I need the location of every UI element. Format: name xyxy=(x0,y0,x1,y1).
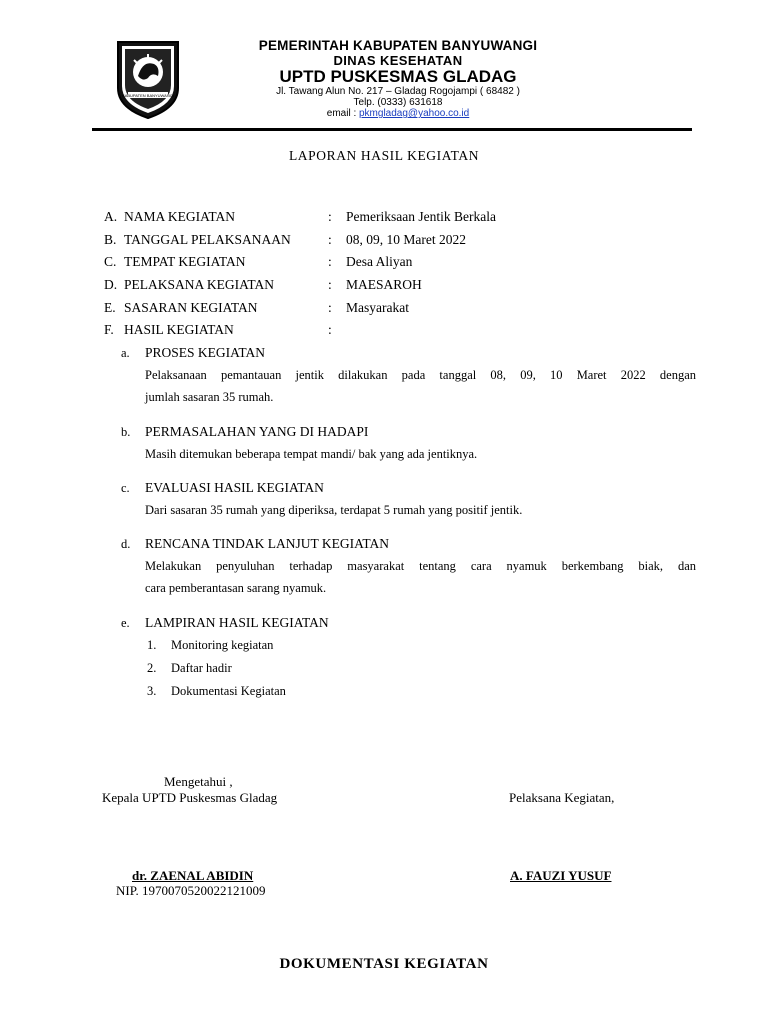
section-body-evaluation xyxy=(145,499,696,521)
letterhead-department: DINAS KESEHATAN xyxy=(333,53,463,68)
section-heading-evaluation: EVALUASI HASIL KEGIATAN xyxy=(145,480,324,495)
documentation-heading: DOKUMENTASI KEGIATAN xyxy=(279,956,489,972)
letterhead-email xyxy=(180,108,616,119)
body-line: jumlah sasaran 35 rumah. xyxy=(145,390,274,404)
field-letter: F. xyxy=(104,322,114,337)
field-letter: E. xyxy=(104,300,116,315)
field-colon: : xyxy=(328,232,332,247)
section-letter: c. xyxy=(121,481,130,495)
field-label: HASIL KEGIATAN xyxy=(124,322,234,337)
executor-signatory-name: A. FAUZI YUSUF xyxy=(510,868,612,883)
body-line: Masih ditemukan beberapa tempat mandi/ bak yang ada jentiknya. xyxy=(145,447,478,461)
attachment-number: 3. xyxy=(147,684,157,698)
field-letter: D. xyxy=(104,277,118,292)
field-colon: : xyxy=(328,254,332,269)
section-letter: d. xyxy=(121,537,131,551)
head-signatory-name: dr. ZAENAL ABIDIN xyxy=(132,868,254,883)
field-value: Masyarakat xyxy=(346,300,409,315)
letterhead-unit: UPTD PUSKESMAS GLADAG xyxy=(279,67,517,86)
email-link[interactable]: pkmgladag@yahoo.co.id xyxy=(359,108,470,119)
section-heading-problems: PERMASALAHAN YANG DI HADAPI xyxy=(145,424,369,439)
field-label: SASARAN KEGIATAN xyxy=(124,300,258,315)
acknowledged-label: Mengetahui , xyxy=(164,774,233,789)
field-letter: B. xyxy=(104,232,117,247)
executor-title: Pelaksana Kegiatan, xyxy=(509,790,615,805)
body-line: Melakukan penyuluhan terhadap masyarakat tentang cara nyamuk berkembang biak, dan xyxy=(145,559,696,573)
field-value: Pemeriksaan Jentik Berkala xyxy=(346,209,496,224)
field-colon: : xyxy=(328,300,332,315)
field-value: 08, 09, 10 Maret 2022 xyxy=(346,232,466,247)
letterhead-government: PEMERINTAH KABUPATEN BANYUWANGI xyxy=(258,38,538,53)
attachment-item: Monitoring kegiatan xyxy=(171,638,274,652)
field-letter: A. xyxy=(104,209,118,224)
attachment-number: 1. xyxy=(147,638,157,652)
attachment-item: Dokumentasi Kegiatan xyxy=(171,684,286,698)
field-label: TANGGAL PELAKSANAAN xyxy=(124,232,291,247)
section-body-followup xyxy=(145,555,696,599)
section-letter: b. xyxy=(121,425,131,439)
regency-logo xyxy=(108,36,188,120)
field-label: TEMPAT KEGIATAN xyxy=(124,254,246,269)
body-line: Pelaksanaan pemantauan jentik dilakukan pada tanggal 08, 09, 10 Maret 2022 dengan xyxy=(145,368,696,382)
section-letter: a. xyxy=(121,346,130,360)
head-title: Kepala UPTD Puskesmas Gladag xyxy=(102,790,278,805)
field-colon: : xyxy=(328,209,332,224)
head-nip: NIP. 197007052002212100​9 xyxy=(116,883,266,898)
section-body-problems xyxy=(145,443,696,465)
letterhead-phone: Telp. (0333) 631618 xyxy=(353,97,443,108)
section-body-process xyxy=(145,364,696,408)
field-label: PELAKSANA KEGIATAN xyxy=(124,277,275,292)
attachment-number: 2. xyxy=(147,661,157,675)
section-letter: e. xyxy=(121,616,130,630)
body-line: Dari sasaran 35 rumah yang diperiksa, terdapat 5 rumah yang positif jentik. xyxy=(145,503,523,517)
letterhead-address: Jl. Tawang Alun No. 217 – Gladag Rogojampi ( 68482 ) xyxy=(276,86,520,97)
svg-text:KABUPATEN BANYUWANGI: KABUPATEN BANYUWANGI xyxy=(122,93,174,98)
field-letter: C. xyxy=(104,254,117,269)
field-value: MAESAROH xyxy=(346,277,422,292)
field-value: Desa Aliyan xyxy=(346,254,413,269)
section-heading-process: PROSES KEGIATAN xyxy=(145,345,266,360)
section-heading-followup: RENCANA TINDAK LANJUT KEGIATAN xyxy=(145,536,390,551)
email-label: email : xyxy=(326,108,359,119)
section-heading-attachments: LAMPIRAN HASIL KEGIATAN xyxy=(145,615,329,630)
field-label: NAMA KEGIATAN xyxy=(124,209,236,224)
report-title: LAPORAN HASIL KEGIATAN xyxy=(288,148,480,163)
body-line: cara pemberantasan sarang nyamuk. xyxy=(145,581,327,595)
field-colon: : xyxy=(328,277,332,292)
attachment-item: Daftar hadir xyxy=(171,661,232,675)
letterhead-divider xyxy=(92,128,692,131)
field-colon: : xyxy=(328,322,332,337)
